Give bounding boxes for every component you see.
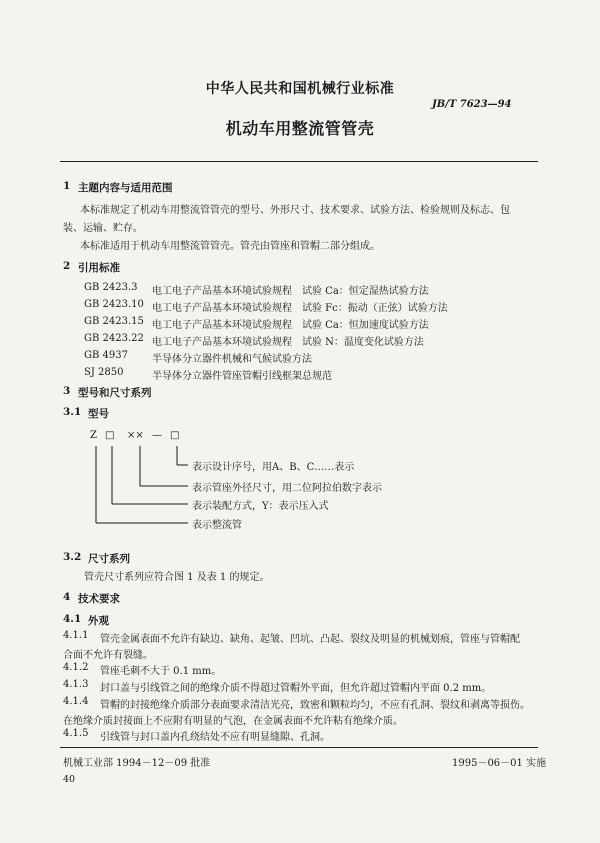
section-4-heading: 技术要求 — [78, 593, 120, 605]
section-1-para-1a: 本标准规定了机动车用整流管管壳的型号、外形尺寸、技术要求、试验方法、检验规则及标志、包 — [80, 205, 510, 216]
clause-4-1-2-number: 4.1.2 — [63, 662, 89, 673]
ref-code: SJ 2850 — [84, 367, 124, 378]
ref-title: 电工电子产品基本环境试验规程 试验 Ca：恒定湿热试验方法 — [152, 286, 429, 297]
ref-title: 电工电子产品基本环境试验规程 试验 N：温度变化试验方法 — [152, 337, 424, 348]
code-dash: — — [152, 430, 162, 441]
ref-title: 电工电子产品基本环境试验规程 试验 Ca：恒加速度试验方法 — [152, 320, 429, 331]
clause-4-1-1-text-b: 合面不允许有裂缝。 — [63, 650, 153, 661]
label-design-serial: 表示设计序号，用A、B、C……表示 — [192, 462, 355, 473]
ref-code: GB 2423.3 — [84, 282, 138, 293]
subsection-3-2-text: 管壳尺寸系列应符合图 1 及表 1 的规定。 — [84, 572, 270, 583]
clause-4-1-4-text-b: 在绝缘介质封接面上不应附有明显的气泡，在金属表面不允许粘有绝缘介质。 — [63, 716, 403, 727]
clause-4-1-3-number: 4.1.3 — [63, 679, 89, 690]
ref-code: GB 2423.22 — [84, 333, 144, 344]
header-rule — [60, 161, 538, 162]
effective-date: 1995－06－01 实施 — [452, 758, 547, 769]
subsection-4-1-number: 4.1 — [63, 613, 82, 625]
section-3-heading: 型号和尺寸系列 — [78, 387, 152, 399]
section-1-number: 1 — [63, 180, 71, 192]
ref-code: GB 4937 — [84, 350, 128, 361]
section-2-number: 2 — [63, 260, 71, 272]
issuing-organization: 中华人民共和国机械行业标准 — [205, 81, 395, 97]
ref-code: GB 2423.15 — [84, 316, 144, 327]
clause-4-1-4-text-a: 管帽的封接绝缘介质部分表面要求清洁光亮，致密和颗粒均匀，不应有孔洞、裂纹和剥离等损伤。 — [100, 700, 530, 711]
section-2-heading: 引用标准 — [78, 262, 120, 274]
clause-4-1-5-text: 引线管与封口盖内孔绕结处不应有明显缝隙、孔洞。 — [100, 732, 330, 743]
section-1-para-2: 本标准适用于机动车用整流管管壳。管壳由管座和管帽二部分组成。 — [80, 241, 380, 252]
clause-4-1-5-number: 4.1.5 — [63, 728, 89, 739]
ref-title: 电工电子产品基本环境试验规程 试验 Fc：振动（正弦）试验方法 — [152, 303, 448, 314]
code-box-assembly: □ — [105, 430, 115, 441]
clause-4-1-3-text: 封口盖与引线管之间的绝缘介质不得超过管帽外平面，但允许超过管帽内平面 0.2 mm。 — [100, 683, 492, 694]
standard-number: JB/T 7623—94 — [432, 99, 512, 110]
subsection-4-1-heading: 外观 — [88, 615, 109, 627]
clause-4-1-2-text: 管座毛刺不大于 0.1 mm。 — [100, 666, 222, 677]
section-1-heading: 主题内容与适用范围 — [78, 182, 173, 194]
ref-title: 半导体分立器件机械和气候试验方法 — [152, 354, 312, 365]
subsection-3-1-number: 3.1 — [63, 406, 82, 418]
section-4-number: 4 — [63, 591, 71, 603]
subsection-3-1-heading: 型号 — [88, 408, 109, 420]
code-box-serial: □ — [170, 430, 180, 441]
clause-4-1-1-number: 4.1.1 — [63, 630, 89, 641]
subsection-3-2-number: 3.2 — [63, 551, 82, 563]
label-assembly-method: 表示装配方式，Y：表示压入式 — [192, 501, 329, 512]
approval-date: 机械工业部 1994－12－09 批准 — [63, 758, 211, 769]
section-3-number: 3 — [63, 385, 71, 397]
model-code-diagram — [90, 430, 470, 540]
subsection-3-2-heading: 尺寸系列 — [88, 553, 130, 565]
label-rectifier: 表示整流管 — [192, 520, 242, 531]
label-base-diameter: 表示管座外径尺寸，用二位阿拉伯数字表示 — [192, 483, 382, 494]
code-z: Z — [90, 430, 97, 441]
clause-4-1-1-text-a: 管壳金属表面不允许有缺边、缺角、起皱、凹坑、凸起、裂纹及明显的机械划痕，管座与管帽配 — [100, 634, 520, 645]
clause-4-1-4-number: 4.1.4 — [63, 696, 89, 707]
document-title: 机动车用整流管管壳 — [225, 119, 375, 138]
ref-title: 半导体分立器件管座管帽引线框架总规范 — [152, 371, 332, 382]
footer-rule — [60, 747, 538, 748]
ref-code: GB 2423.10 — [84, 299, 144, 310]
page-number: 40 — [63, 774, 76, 785]
section-1-para-1b: 装、运输、贮存。 — [63, 223, 143, 234]
code-xx: ×× — [127, 430, 144, 441]
